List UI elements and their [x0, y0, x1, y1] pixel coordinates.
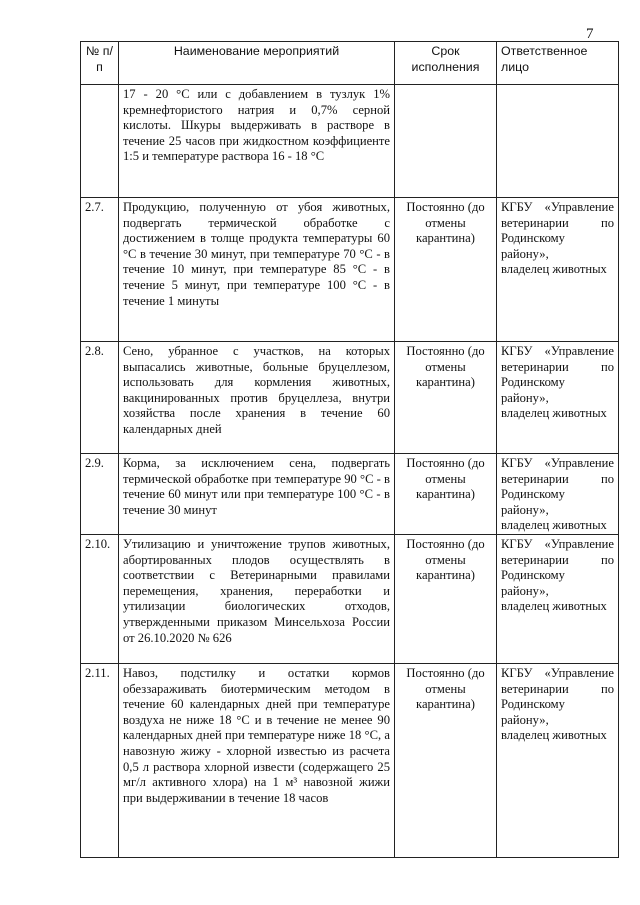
- row-measure: Утилизацию и уничтожение трупов животных, абортированных плодов осуществлять в соответствии с Ветеринарными правилами перемещения, хранения, переработки и утилизации биологических отходов, утвержденными приказом Минсельхоза России от 26.10.2020 № 626: [119, 535, 395, 664]
- table-row: [81, 454, 619, 535]
- row-term: Постоянно (до отмены карантина): [395, 535, 497, 664]
- table-row: [81, 664, 619, 858]
- page-number: 7: [586, 26, 594, 42]
- responsible-org: КГБУ «Управление ветеринарии по Родинскому району»,: [501, 537, 614, 598]
- row-measure: Сено, убранное с участков, на которых выпасались животные, больные бруцеллезом, использовать для кормления животных, вакцинированных против бруцеллеза, внутри хозяйства после хранения в течение 60 календарных дней: [119, 342, 395, 454]
- row-responsible: [497, 342, 619, 454]
- responsible-owner: владелец животных: [501, 728, 607, 743]
- row-num: [81, 85, 119, 198]
- table-header-row: [81, 42, 619, 85]
- responsible-org: КГБУ «Управление ветеринарии по Родинскому району»,: [501, 456, 614, 517]
- row-num: 2.9.: [81, 454, 119, 535]
- responsible-owner: владелец животных: [501, 518, 607, 533]
- row-measure: 17 - 20 °С или с добавлением в тузлук 1% кремнефтористого натрия и 0,7% серной кислоты. Шкуры выдерживать в растворе в течение 25 часов при жидкостном коэффициенте 1:5 и температуре раствора 16 - 18 °С: [119, 85, 395, 198]
- measures-table: [80, 41, 619, 858]
- responsible-org: КГБУ «Управление ветеринарии по Родинскому району»,: [501, 666, 614, 727]
- row-responsible: [497, 664, 619, 858]
- table-row: [81, 535, 619, 664]
- row-measure: Корма, за исключением сена, подвергать термической обработке при температуре 90 °С - в течение 60 минут или при температуре 100 °С - в течение 30 минут: [119, 454, 395, 535]
- row-measure: Продукцию, полученную от убоя животных, подвергать термической обработке с достижением в толще продукта температуры 60 °С в течение 30 минут, при температуре 70 °С - в течение 10 минут, при температуре 85 °С - в течение 5 минут, при температуре 100 °С - в течение 1 минуты: [119, 198, 395, 342]
- responsible-owner: владелец животных: [501, 406, 607, 421]
- row-term: Постоянно (до отмены карантина): [395, 664, 497, 858]
- row-term: Постоянно (до отмены карантина): [395, 454, 497, 535]
- row-responsible: [497, 85, 619, 198]
- row-term: Постоянно (до отмены карантина): [395, 198, 497, 342]
- responsible-org: КГБУ «Управление ветеринарии по Родинскому району»,: [501, 200, 614, 261]
- row-responsible: [497, 198, 619, 342]
- row-term: Постоянно (до отмены карантина): [395, 342, 497, 454]
- header-num: № п/п: [81, 42, 119, 85]
- row-responsible: [497, 535, 619, 664]
- responsible-owner: владелец животных: [501, 262, 607, 277]
- row-responsible: [497, 454, 619, 535]
- header-name: Наименование мероприятий: [119, 42, 395, 85]
- header-responsible: Ответственное лицо: [497, 42, 619, 85]
- table-row: [81, 85, 619, 198]
- row-num: 2.8.: [81, 342, 119, 454]
- responsible-org: КГБУ «Управление ветеринарии по Родинскому району»,: [501, 344, 614, 405]
- row-num: 2.10.: [81, 535, 119, 664]
- row-num: 2.7.: [81, 198, 119, 342]
- table-row: [81, 342, 619, 454]
- responsible-owner: владелец животных: [501, 599, 607, 614]
- header-term: Срок исполнения: [395, 42, 497, 85]
- row-num: 2.11.: [81, 664, 119, 858]
- table-row: [81, 198, 619, 342]
- row-term: [395, 85, 497, 198]
- row-measure: Навоз, подстилку и остатки кормов обеззараживать биотермическим методом в течение 60 календарных дней при температуре воздуха не ниже 18 °С и в течение не менее 90 календарных дней при температуре ниже 18 °С, а навозную жижу - хлорной известью из расчета 0,5 л раствора хлорной извести (содержащего 25 мг/л активного хлора) на 1 м³ навозной жижи при выдерживании в течение 18 часов: [119, 664, 395, 858]
